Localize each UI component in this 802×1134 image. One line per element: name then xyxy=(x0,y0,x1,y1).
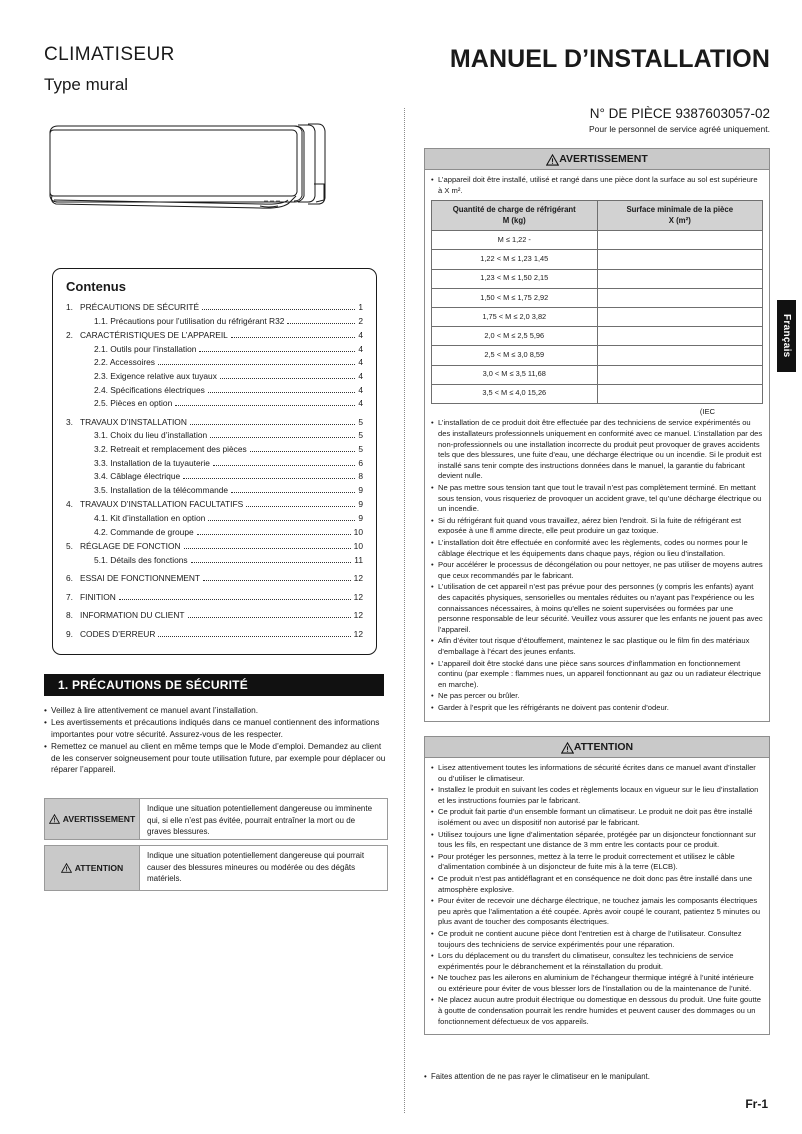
bullet-glyph: • xyxy=(431,636,434,646)
toc-entry-page: 4 xyxy=(358,330,363,341)
caution-bullet-text: Ce produit n’est pas antidéflagrant et en conséquence ne doit donc pas être installé dans une atmosphère explosive. xyxy=(438,873,753,894)
warning-bullet xyxy=(431,659,763,691)
toc-leader-dots xyxy=(197,534,351,535)
warning-bullet-text: Si du réfrigérant fuit quand vous travaillez, aérez bien l’endroit. Si la fuite de réfrigérant est exposée à une fl amme directe, elle peut produire un gaz toxique. xyxy=(438,515,742,536)
bullet-glyph: • xyxy=(431,658,434,668)
caution-bullet xyxy=(431,973,763,994)
bullet-glyph: • xyxy=(431,515,434,525)
toc-entry-number: 4. xyxy=(66,499,73,510)
bottom-note-text: Faites attention de ne pas rayer le climatiseur en le manipulant. xyxy=(431,1072,650,1081)
warning-triangle-icon xyxy=(49,814,60,824)
toc-leader-dots xyxy=(287,323,355,324)
warning-bullet xyxy=(431,636,763,657)
caution-bullet xyxy=(431,874,763,895)
toc-entry-label: 1.1. Précautions pour l’utilisation du réfrigérant R32 xyxy=(94,315,285,326)
warning-bullet xyxy=(431,483,763,515)
contents-box xyxy=(52,268,377,655)
toc-leader-dots xyxy=(208,520,355,521)
toc-entry-number: 3. xyxy=(66,416,73,427)
definition-box-attention xyxy=(44,845,388,891)
table-row xyxy=(432,231,763,250)
cell-charge: M ≤ 1,22 - xyxy=(432,231,598,250)
caution-panel-body xyxy=(425,758,769,1034)
cell-area xyxy=(597,384,763,403)
bullet-glyph: • xyxy=(431,418,434,428)
bullet-glyph: • xyxy=(44,705,47,715)
toc-leader-dots xyxy=(250,451,356,452)
warning-bullet-text: Afin d’éviter tout risque d’étouffement, maintenez le sac plastique ou le film fin des matériaux d’emballage à l’écart des jeunes enfants. xyxy=(438,636,750,656)
warning-panel-body xyxy=(425,170,769,721)
warning-intro-text: L’appareil doit être installé, utilisé et rangé dans une pièce dont la surface au sol est supérieure à X m². xyxy=(438,175,758,195)
bottom-note xyxy=(424,1072,770,1081)
toc-entry[interactable] xyxy=(66,329,363,343)
contents-list xyxy=(66,301,363,642)
caution-bullet xyxy=(431,852,763,873)
toc-entry-number: 6. xyxy=(66,573,73,584)
toc-entry-label: 4.2. Commande de groupe xyxy=(94,526,194,537)
caution-bullet xyxy=(431,807,763,828)
warning-bullet xyxy=(431,691,763,702)
bullet-glyph: • xyxy=(431,896,434,906)
definition-box-avertissement xyxy=(44,798,388,840)
toc-entry-page: 12 xyxy=(353,591,363,602)
toc-entry[interactable] xyxy=(66,591,363,605)
caution-bullet-text: Pour protéger les personnes, mettez à la terre le produit correctement et utilisez le câble d’alimentation combinée à un disjoncteur de fuite mis à la terre (ELCB). xyxy=(438,851,735,872)
toc-entry-page: 4 xyxy=(358,370,363,381)
toc-entry[interactable] xyxy=(66,416,363,430)
definition-label-avertissement xyxy=(45,799,140,839)
toc-entry[interactable] xyxy=(66,540,363,554)
toc-entry[interactable] xyxy=(66,526,363,540)
language-tab-label: Français xyxy=(781,314,792,358)
caution-bullet-text: Ne touchez pas les ailerons en aluminium de l’échangeur thermique intégré à l’unité intérieure ou extérieure pour éviter de vous blesser lors de l’installation ou de la maintenance de l’unité. xyxy=(438,973,754,993)
toc-entry[interactable] xyxy=(66,457,363,471)
caution-bullet xyxy=(431,763,763,784)
toc-entry-page: 12 xyxy=(353,610,363,621)
definition-label-text: ATTENTION xyxy=(74,863,124,873)
toc-entry-label: CODES D’ERREUR xyxy=(80,629,156,640)
warning-triangle-icon xyxy=(546,154,557,164)
toc-entry-page: 12 xyxy=(353,573,363,584)
warning-triangle-icon xyxy=(61,863,72,873)
wall-mounted-air-conditioner-illustration xyxy=(46,122,346,232)
toc-entry[interactable] xyxy=(66,397,363,411)
iec-note: (IEC xyxy=(699,406,715,416)
toc-entry-page: 5 xyxy=(358,416,363,427)
toc-entry-page: 2 xyxy=(358,315,363,326)
section-1-bullet-list xyxy=(44,705,389,776)
caution-bullet-text: Pour éviter de recevoir une décharge électrique, ne touchez jamais les composants électriques peu après que l’alimentation a été coupée. Après avoir coupé le courant, patientez 5 minutes ou plus avant de toucher des composants électriques. xyxy=(438,896,761,927)
toc-entry[interactable] xyxy=(66,429,363,443)
page-number: Fr-1 xyxy=(745,1097,768,1111)
toc-leader-dots xyxy=(158,364,355,365)
warning-bullet-text: L’installation de ce produit doit être effectuée par des techniciens de service expérimentés ou des installateurs professionnels uniquement en conformité avec ce manuel. L’installation par des non-professionnels ou une installation incorrecte du produit peut provoquer de graves accidents tels que des blessures, une fuite d’eau, une décharge électrique ou un incendie. Si le produit est installé sans tenir compte des instructions données dans le manuel, la garantie du fabricant devient nulle. xyxy=(438,418,763,481)
caution-panel-title: ATTENTION xyxy=(573,741,634,753)
bullet-glyph: • xyxy=(431,785,434,795)
toc-entry-number: 7. xyxy=(66,591,73,602)
table-row xyxy=(432,307,763,326)
cell-charge: 1,22 < M ≤ 1,23 1,45 xyxy=(432,250,598,269)
table-row xyxy=(432,288,763,307)
toc-entry[interactable] xyxy=(66,512,363,526)
caution-bullet-text: Ce produit fait partie d’un ensemble formant un climatiseur. Le produit ne doit pas être installé isolément ou avec un dispositif non autorisé par le fabricant. xyxy=(438,807,753,827)
toc-entry-page: 10 xyxy=(353,541,363,552)
table-row xyxy=(432,250,763,269)
toc-entry-page: 5 xyxy=(358,443,363,454)
caution-panel xyxy=(424,736,770,1035)
caution-bullet xyxy=(431,896,763,928)
toc-entry-label: PRÉCAUTIONS DE SÉCURITÉ xyxy=(80,302,200,312)
warning-bullet-text: L’utilisation de cet appareil n’est pas prévue pour des personnes (y compris les enfants) ayant des capacités physiques, sensorielles ou mentales réduites ou n’ayant pas l’expérience ou les connaissances nécessaires, à moins qu’elles ne soient supervisées ou formées par une personne responsable de leur sécurité. Veuillez vous assurer que les enfants ne jouent pas avec l’appareil. xyxy=(438,582,763,634)
warning-bullet-text: Garder à l’esprit que les réfrigérants ne doivent pas contenir d’odeur. xyxy=(438,702,669,712)
caution-bullet xyxy=(431,785,763,806)
bullet-glyph: • xyxy=(44,741,47,752)
cell-charge: 1,75 < M ≤ 2,0 3,82 xyxy=(432,307,598,326)
table-row xyxy=(432,365,763,384)
toc-entry-label: TRAVAUX D’INSTALLATION xyxy=(80,416,187,427)
cell-area xyxy=(597,365,763,384)
table-row xyxy=(432,384,763,403)
toc-entry-label: 2.5. Pièces en option xyxy=(94,398,173,409)
product-title-block xyxy=(44,42,384,98)
toc-entry-page: 4 xyxy=(358,384,363,395)
warning-panel-header xyxy=(425,149,769,170)
toc-entry-page: 9 xyxy=(358,499,363,510)
cell-charge: 1,23 < M ≤ 1,50 2,15 xyxy=(432,269,598,288)
warning-bullet-text: Ne pas mettre sous tension tant que tout le travail n’est pas complètement terminé. En mettant sous tension, vous risqueriez de provoquer un accident grave, tel qu’une décharge électrique ou un incendie. xyxy=(438,483,762,514)
refrigerant-charge-table xyxy=(431,200,763,404)
table-header-row xyxy=(432,201,763,231)
bullet-glyph: • xyxy=(44,717,47,728)
toc-entry-label: 2.3. Exigence relative aux tuyaux xyxy=(94,370,217,381)
definition-label-attention xyxy=(45,846,140,890)
section-1-heading: 1. PRÉCAUTIONS DE SÉCURITÉ xyxy=(44,674,384,696)
cell-area xyxy=(597,250,763,269)
warning-bullet xyxy=(431,560,763,581)
warning-bullet-text: Pour accélérer le processus de décongélation ou pour nettoyer, ne pas utiliser de moyens autres que ceux recommandés par le fabricant. xyxy=(438,560,763,580)
part-number: N° DE PIÈCE 9387603057-02 xyxy=(589,106,770,121)
toc-entry[interactable] xyxy=(66,356,363,370)
toc-entry-label: 2.4. Spécifications électriques xyxy=(94,384,205,395)
warning-panel-title: AVERTISSEMENT xyxy=(559,153,648,165)
toc-leader-dots xyxy=(208,392,356,393)
warning-panel xyxy=(424,148,770,722)
toc-entry-number: 1. xyxy=(66,302,73,312)
section-1-bullet-text: Remettez ce manuel au client en même temps que le Mode d’emploi. Demandez au client de les conserver soigneusement pour toute utilisation future, par exemple pour déplacer ou réparer l’appareil. xyxy=(51,741,386,775)
toc-entry-page: 4 xyxy=(358,343,363,354)
warning-bullet-text: L’appareil doit être stocké dans une pièce sans sources d’inflammation en fonctionnement continu (par exemple : flammes nues, un appareil fonctionnant au gaz ou un radiateur électrique en marche). xyxy=(438,658,761,689)
caution-bullet-text: Installez le produit en suivant les codes et règlements locaux en vigueur sur le lieu d’installation et les instructions fournies par le fabricant. xyxy=(438,785,759,805)
toc-leader-dots xyxy=(202,309,355,310)
warning-bullet xyxy=(431,516,763,537)
bullet-glyph: • xyxy=(431,175,434,184)
cell-area xyxy=(597,288,763,307)
cell-area xyxy=(597,307,763,326)
section-1-bullet xyxy=(44,705,389,716)
caution-bullet-text: Utilisez toujours une ligne d’alimentation séparée, protégée par un disjoncteur fonctionnant sur tous les fils, en respectant une distance de 3 mm entre les contacts pour ce produit. xyxy=(438,829,756,850)
caution-bullet-text: Ce produit ne contient aucune pièce dont l’entretien est à charge de l’utilisateur. Consultez toujours des techniciens de service expérimentés pour une réparation. xyxy=(438,928,742,949)
toc-entry[interactable] xyxy=(66,554,363,568)
bullet-glyph: • xyxy=(431,829,434,839)
warning-bullet-text: Ne pas percer ou brûler. xyxy=(438,691,520,701)
bullet-glyph: • xyxy=(431,702,434,712)
table-header-charge: Quantité de charge de réfrigérant M (kg) xyxy=(432,201,598,231)
caution-bullet-list xyxy=(431,763,763,1027)
toc-leader-dots xyxy=(210,437,355,438)
caution-bullet-text: Ne placez aucun autre produit électrique ou domestique en dessous du produit. Une fuite goutte à goutte de condensation pourrait les rendre humides et peuvent causer des dommages ou un fonctionnement défectueux de vos appareils. xyxy=(438,995,761,1026)
audience-note: Pour le personnel de service agréé uniquement. xyxy=(589,124,770,134)
toc-leader-dots xyxy=(220,378,355,379)
toc-entry-number: 2. xyxy=(66,330,73,341)
toc-entry-label: CARACTÉRISTIQUES DE L’APPAREIL xyxy=(80,330,228,341)
toc-entry-label: 5.1. Détails des fonctions xyxy=(94,554,188,565)
table-row xyxy=(432,346,763,365)
toc-entry-label: 3.4. Câblage électrique xyxy=(94,471,181,482)
definition-text-attention: Indique une situation potentiellement dangereuse qui pourrait causer des blessures mineures ou modérée ou des dégâts matériels. xyxy=(140,846,387,890)
bullet-glyph: • xyxy=(431,538,434,547)
toc-entry[interactable] xyxy=(66,443,363,457)
toc-entry[interactable] xyxy=(66,315,363,329)
toc-entry-page: 12 xyxy=(353,629,363,640)
warning-bullet xyxy=(431,538,763,559)
bullet-glyph: • xyxy=(431,951,434,961)
bullet-glyph: • xyxy=(431,995,434,1005)
bullet-glyph: • xyxy=(424,1072,427,1081)
toc-entry-number: 9. xyxy=(66,629,73,640)
cell-area xyxy=(597,346,763,365)
caution-panel-header xyxy=(425,737,769,758)
caution-bullet xyxy=(431,830,763,851)
toc-entry-page: 5 xyxy=(358,430,363,441)
toc-leader-dots xyxy=(191,562,352,563)
table-header-area: Surface minimale de la pièce X (m²) xyxy=(597,201,763,231)
table-body xyxy=(432,231,763,404)
toc-entry-page: 4 xyxy=(358,357,363,368)
toc-entry-number: 8. xyxy=(66,610,73,621)
toc-entry-page: 1 xyxy=(358,302,363,312)
bullet-glyph: • xyxy=(431,928,434,938)
toc-leader-dots xyxy=(190,424,355,425)
toc-entry-label: 3.1. Choix du lieu d’installation xyxy=(94,430,208,441)
warning-bullet xyxy=(431,418,763,482)
toc-entry[interactable] xyxy=(66,301,363,315)
bullet-glyph: • xyxy=(431,763,434,772)
toc-entry-page: 8 xyxy=(358,471,363,482)
toc-entry[interactable] xyxy=(66,609,363,623)
warning-bullet-text: L’installation doit être effectuée en conformité avec les règlements, codes ou normes pour le câblage électrique et les équipements dans chaque pays, région ou lieu d’installation. xyxy=(438,538,748,558)
caution-bullet-text: Lisez attentivement toutes les informations de sécurité écrites dans ce manuel avant d’installer ou d’utiliser le climatiseur. xyxy=(438,763,756,783)
toc-leader-dots xyxy=(158,636,350,637)
caution-bullet xyxy=(431,951,763,972)
toc-entry-page: 9 xyxy=(358,484,363,495)
warning-bullet xyxy=(431,703,763,714)
section-1-bullet-text: Les avertissements et précautions indiqués dans ce manuel contiennent des informations importantes pour votre sécurité. Assurez-vous de les respecter. xyxy=(51,717,380,739)
contents-title: Contenus xyxy=(66,279,126,294)
warning-bullet-list xyxy=(431,418,763,713)
toc-entry-label: RÉGLAGE DE FONCTION xyxy=(80,541,181,552)
cell-charge: 3,0 < M ≤ 3,5 11,68 xyxy=(432,365,598,384)
bullet-glyph: • xyxy=(431,582,434,592)
toc-entry-number: 5. xyxy=(66,541,73,552)
toc-leader-dots xyxy=(231,492,355,493)
column-divider xyxy=(404,108,405,1113)
section-1-bullet-text: Veillez à lire attentivement ce manuel avant l’installation. xyxy=(51,705,259,715)
toc-entry-page: 9 xyxy=(358,512,363,523)
toc-entry-label: 4.1. Kit d’installation en option xyxy=(94,512,206,523)
toc-entry-label: 2.1. Outils pour l’installation xyxy=(94,343,197,354)
toc-entry-label: ESSAI DE FONCTIONNEMENT xyxy=(80,573,201,584)
toc-entry-label: INFORMATION DU CLIENT xyxy=(80,610,185,621)
toc-entry[interactable] xyxy=(66,498,363,512)
toc-entry-label: TRAVAUX D’INSTALLATION FACULTATIFS xyxy=(80,499,244,510)
toc-entry[interactable] xyxy=(66,628,363,642)
toc-leader-dots xyxy=(119,599,351,600)
cell-area xyxy=(597,269,763,288)
warning-intro-item xyxy=(431,175,763,196)
toc-leader-dots xyxy=(188,617,351,618)
language-tab-francais xyxy=(777,300,796,372)
caution-bullet xyxy=(431,929,763,950)
section-1-bullet xyxy=(44,741,389,775)
cell-charge: 3,5 < M ≤ 4,0 15,26 xyxy=(432,384,598,403)
toc-entry[interactable] xyxy=(66,470,363,484)
toc-entry-page: 6 xyxy=(358,457,363,468)
toc-entry-label: 3.3. Installation de la tuyauterie xyxy=(94,457,210,468)
warning-triangle-icon xyxy=(561,742,572,752)
toc-leader-dots xyxy=(231,337,355,338)
bullet-glyph: • xyxy=(431,807,434,817)
bullet-glyph: • xyxy=(431,873,434,883)
section-1-bullet xyxy=(44,717,389,740)
cell-area xyxy=(597,231,763,250)
caution-bullet xyxy=(431,995,763,1027)
toc-entry-label: 2.2. Accessoires xyxy=(94,357,155,368)
toc-leader-dots xyxy=(184,548,351,549)
definition-label-text: AVERTISSEMENT xyxy=(62,814,136,824)
table-row xyxy=(432,269,763,288)
cell-area xyxy=(597,327,763,346)
toc-entry-page: 11 xyxy=(354,554,363,565)
toc-entry[interactable] xyxy=(66,370,363,384)
toc-entry-label: 3.5. Installation de la télécommande xyxy=(94,484,229,495)
manual-title: MANUEL D’INSTALLATION xyxy=(449,45,770,73)
bullet-glyph: • xyxy=(431,973,434,983)
product-label: CLIMATISEUR xyxy=(44,44,175,65)
toc-leader-dots xyxy=(199,351,355,352)
toc-entry-label: 3.2. Retreait et remplacement des pièces xyxy=(94,443,247,454)
toc-entry[interactable] xyxy=(66,572,363,586)
bullet-glyph: • xyxy=(431,560,434,570)
toc-entry-page: 4 xyxy=(358,398,363,409)
toc-entry-page: 10 xyxy=(353,526,363,537)
toc-leader-dots xyxy=(246,506,355,507)
cell-charge: 2,0 < M ≤ 2,5 5,96 xyxy=(432,327,598,346)
table-row xyxy=(432,327,763,346)
manual-title-block xyxy=(350,44,770,74)
cell-charge: 1,50 < M ≤ 1,75 2,92 xyxy=(432,288,598,307)
toc-entry[interactable] xyxy=(66,343,363,357)
product-type: Type mural xyxy=(44,75,129,94)
bullet-glyph: • xyxy=(431,851,434,861)
toc-leader-dots xyxy=(175,405,355,406)
definition-text-avertissement: Indique une situation potentiellement dangereuse ou imminente qui, si elle n’est pas évitée, pourrait entraîner la mort ou de graves blessures. xyxy=(140,799,387,839)
toc-leader-dots xyxy=(183,478,355,479)
bullet-glyph: • xyxy=(431,691,434,701)
toc-entry-label: FINITION xyxy=(80,591,116,602)
toc-leader-dots xyxy=(203,580,351,581)
caution-bullet-text: Lors du déplacement ou du transfert du climatiseur, consultez les techniciens de service expérimentés pour le débranchement et la réinstallation du produit. xyxy=(438,951,734,971)
warning-bullet xyxy=(431,582,763,635)
toc-leader-dots xyxy=(213,465,355,466)
cell-charge: 2,5 < M ≤ 3,0 8,59 xyxy=(432,346,598,365)
bullet-glyph: • xyxy=(431,483,434,493)
toc-entry[interactable] xyxy=(66,384,363,398)
toc-entry[interactable] xyxy=(66,484,363,498)
